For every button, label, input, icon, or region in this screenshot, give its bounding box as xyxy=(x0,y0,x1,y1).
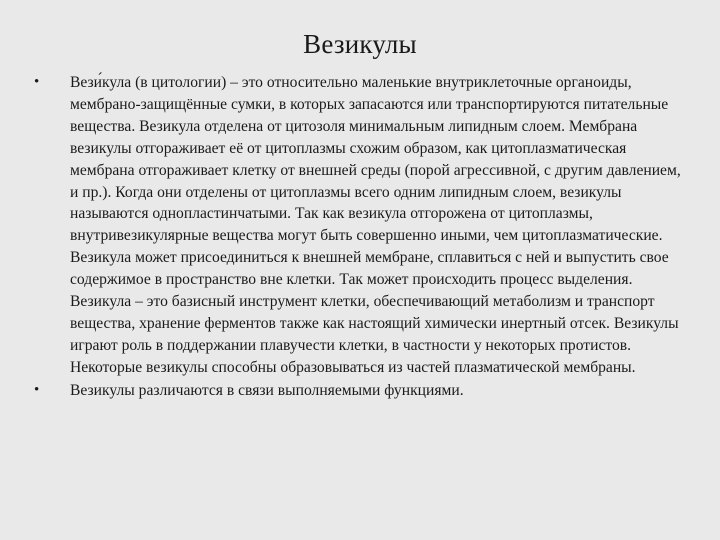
slide-title: Везикулы xyxy=(303,29,417,59)
bullet-icon: • xyxy=(34,381,40,398)
bullet-item xyxy=(34,380,684,402)
bullet-item xyxy=(34,72,684,379)
bullet-list xyxy=(34,72,684,402)
bullet-text: Вези́кула (в цитологии) – это относительно маленькие внутриклеточные органоиды, мембрано-защищённые сумки, в которых запасаются или транспортируются питательные вещества. Везикула отделена от цитозоля минимальным липидным слоем. Мембрана везикулы отгораживает её от цитоплазмы схожим образом, как цитоплазматическая мембрана отгораживает клетку от внешней среды (порой агрессивной, с другим давлением, и пр.). Когда они отделены от цитоплазмы всего одним липидным слоем, везикулы называются однопластинчатыми. Так как везикула отгорожена от цитоплазмы, внутривезикулярные вещества могут быть совершенно иными, чем цитоплазматические. Везикула может присоединиться к внешней мембране, сплавиться с ней и выпустить свое содержимое в пространство вне клетки. Так может происходить процесс выделения. Везикула – это базисный инструмент клетки, обеспечивающий метаболизм и транспорт вещества, хранение ферментов также как настоящий химически инертный отсек. Везикулы играют роль в поддержании плавучести клетки, в частности у некоторых протистов. Некоторые везикулы способны образовываться из частей плазматической мембраны. xyxy=(70,74,681,376)
bullet-text: Везикулы различаются в связи выполняемыми функциями. xyxy=(70,381,464,399)
bullet-icon: • xyxy=(34,74,40,90)
